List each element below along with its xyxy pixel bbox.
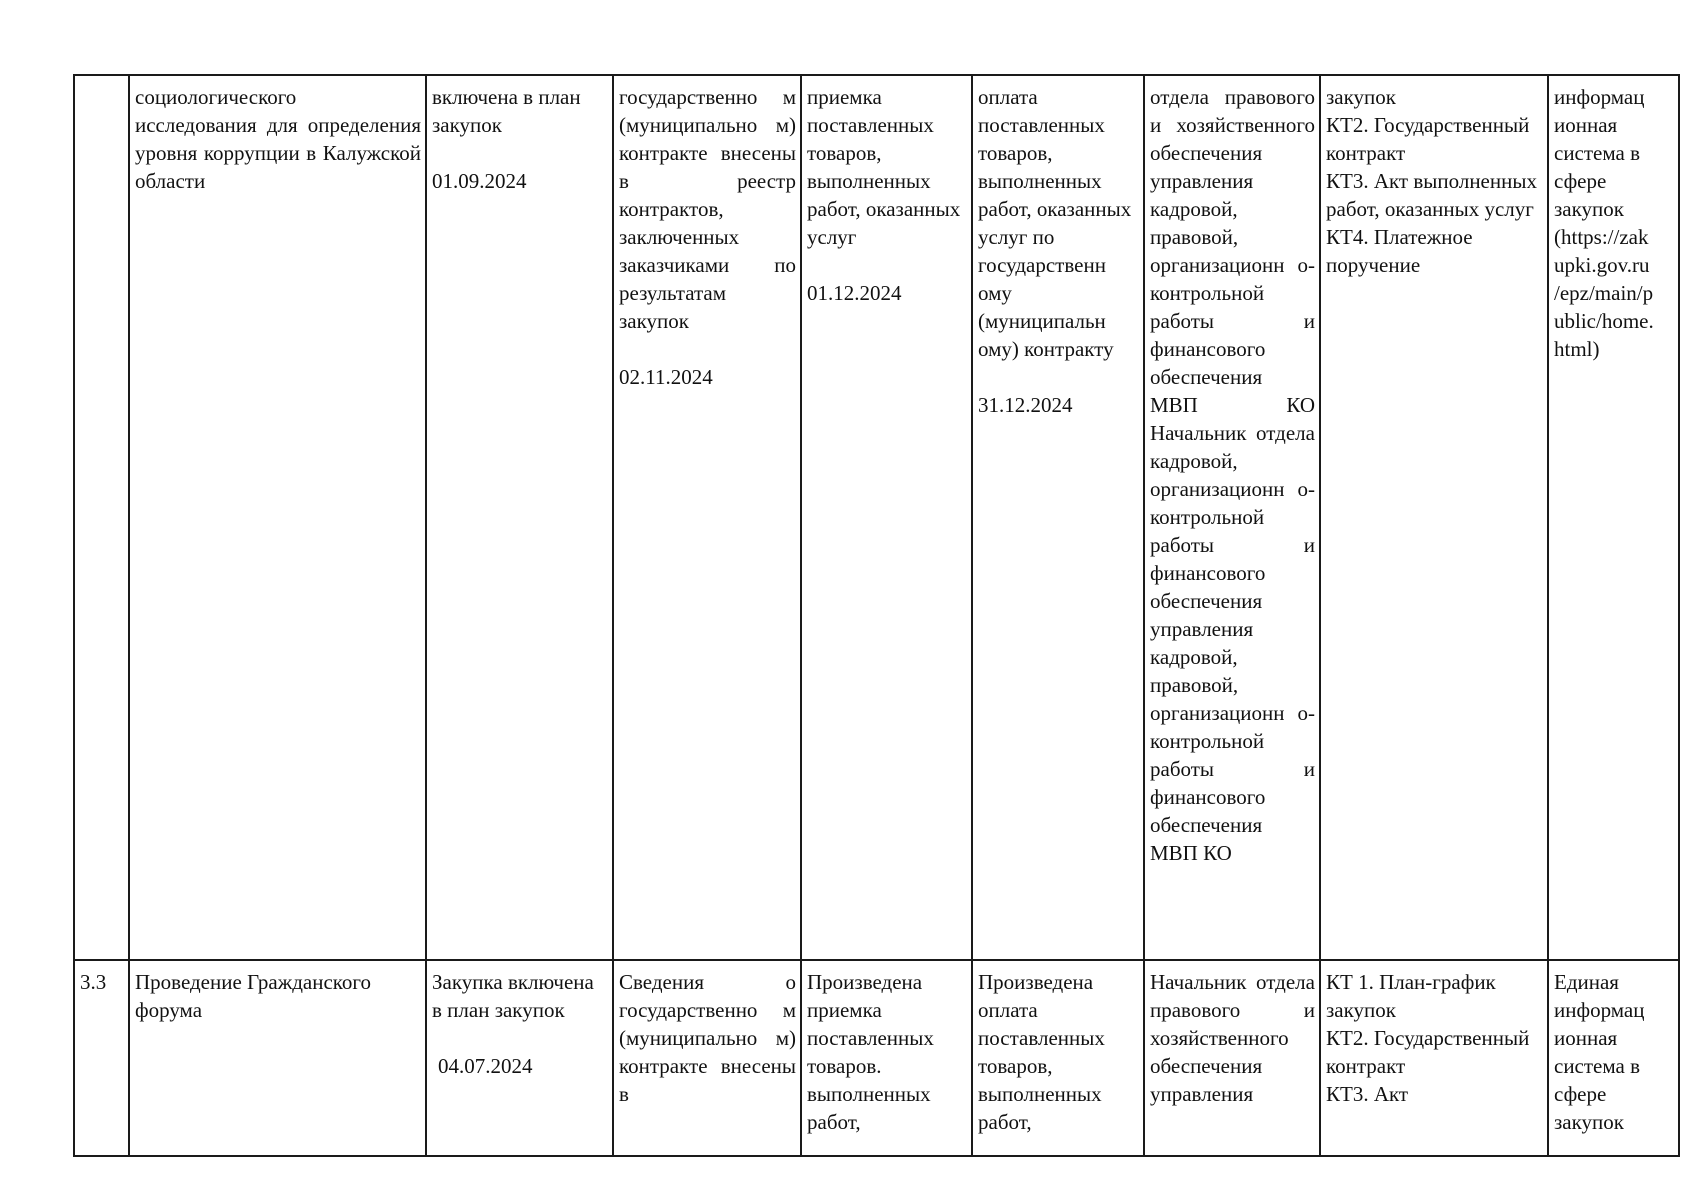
start-cell — [426, 960, 613, 1156]
measures-table — [73, 74, 1680, 1157]
start-text: Закупка включена в план закупок — [432, 970, 594, 1022]
acceptance-text: Произведена приемка поставленных товаров. выполненных работ, — [807, 970, 934, 1134]
acceptance-date: 01.12.2024 — [807, 281, 902, 305]
contract-text: государственно м (муниципально м) контракте внесены в реестр контрактов, заключенных заказчиками по результатам закупок — [619, 85, 796, 333]
payment-date: 31.12.2024 — [978, 393, 1073, 417]
contract-text: Сведения о государственно м (муниципально м) контракте внесены в — [619, 970, 796, 1106]
table-row — [74, 960, 1679, 1156]
info-system: информац ионная система в сфере закупок (https://zak upki.gov.ru /epz/main/p ublic/home. html) — [1548, 75, 1679, 960]
contract-date: 02.11.2024 — [619, 365, 713, 389]
contract-cell — [613, 960, 801, 1156]
acceptance-cell — [801, 960, 972, 1156]
start-date: 04.07.2024 — [438, 1054, 533, 1078]
control-points: КТ 1. План-график закупок КТ2. Государственный контракт КТ3. Акт — [1320, 960, 1548, 1156]
payment-cell — [972, 960, 1144, 1156]
responsible-person: отдела правового и хозяйственного обеспечения управления кадровой, правовой, организационн о-контрольной работы и финансового обеспечения МВП КО Начальник отдела кадровой, организационн о-контрольной работы и финансового обеспечения управления кадровой, правовой, организационн о-контрольной работы и финансового обеспечения МВП КО — [1144, 75, 1320, 960]
info-system: Единая информац ионная система в сфере закупок — [1548, 960, 1679, 1156]
acceptance-cell — [801, 75, 972, 960]
payment-text: Произведена оплата поставленных товаров, выполненных работ, — [978, 970, 1105, 1134]
responsible-person: Начальник отдела правового и хозяйственного обеспечения управления — [1144, 960, 1320, 1156]
row-number — [74, 75, 129, 960]
payment-cell — [972, 75, 1144, 960]
row-number: 3.3 — [74, 960, 129, 1156]
event-name: социологического исследования для определения уровня коррупции в Калужской области — [129, 75, 426, 960]
table-row — [74, 75, 1679, 960]
payment-text: оплата поставленных товаров, выполненных работ, оказанных услуг по государственн ому (муниципальн ому) контракту — [978, 85, 1132, 361]
start-cell — [426, 75, 613, 960]
start-date: 01.09.2024 — [432, 169, 527, 193]
acceptance-text: приемка поставленных товаров, выполненных работ, оказанных услуг — [807, 85, 961, 249]
event-name: Проведение Гражданского форума — [129, 960, 426, 1156]
contract-cell — [613, 75, 801, 960]
start-text: включена в план закупок — [432, 85, 581, 137]
control-points: закупок КТ2. Государственный контракт КТ3. Акт выполненных работ, оказанных услуг КТ4. Платежное поручение — [1320, 75, 1548, 960]
